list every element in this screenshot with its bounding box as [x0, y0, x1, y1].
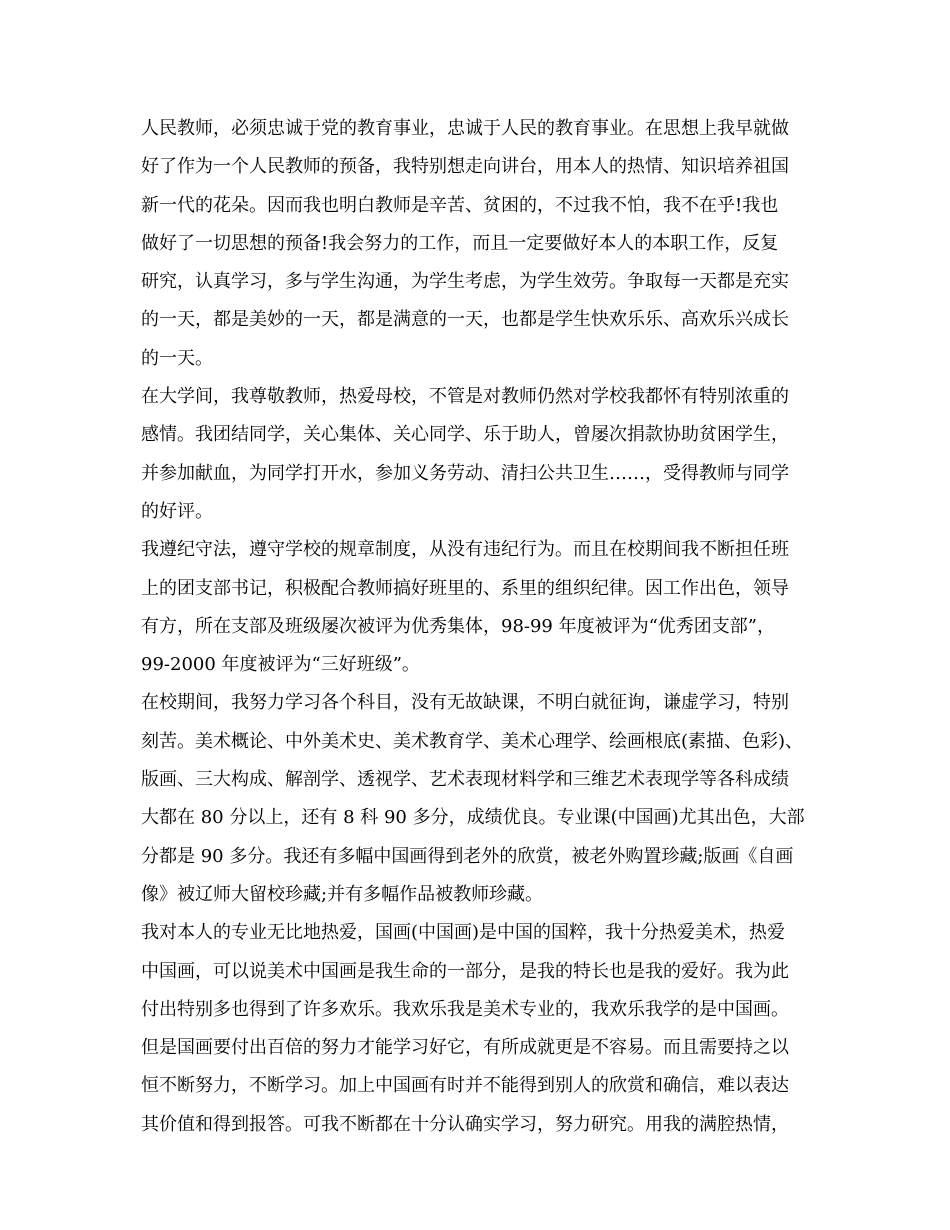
text-line: 好了作为一个人民教师的预备，我特别想走向讲台，用本人的热情、知识培养祖国 — [141, 156, 789, 178]
text-line: 恒不断努力，不断学习。加上中国画有时并不能得到别人的欣赏和确信，难以表达 — [141, 1075, 789, 1097]
text-line: 上的团支部书记，积极配合教师搞好班里的、系里的组织纪律。因工作出色，领导 — [141, 577, 789, 599]
text-line: 的一天。 — [141, 347, 213, 369]
text-line: 刻苦。美术概论、中外美术史、美术教育学、美术心理学、绘画根底(素描、色彩)、 — [141, 730, 804, 752]
text-line: 并参加献血，为同学打开水，参加义务劳动、清扫公共卫生……，受得教师与同学 — [141, 462, 789, 484]
text-line: 的一天，都是美妙的一天，都是满意的一天，也都是学生快欢乐乐、高欢乐兴成长 — [141, 309, 789, 331]
text-line: 大都在 80 分以上，还有 8 科 90 多分，成绩优良。专业课(中国画)尤其出色，大部 — [141, 807, 805, 829]
text-line: 研究，认真学习，多与学生沟通，为学生考虑，为学生效劳。争取每一天都是充实 — [141, 271, 789, 293]
text-line: 在校期间，我努力学习各个科目，没有无故缺课，不明白就征询，谦虚学习，特别 — [141, 692, 789, 714]
text-line: 其价值和得到报答。可我不断都在十分认确实学习，努力研究。用我的满腔热情， — [141, 1113, 789, 1135]
text-line: 人民教师，必须忠诚于党的教育事业，忠诚于人民的教育事业。在思想上我早就做 — [141, 118, 789, 139]
text-line: 付出特别多也得到了许多欢乐。我欢乐我是美术专业的，我欢乐我学的是中国画。 — [141, 998, 789, 1020]
document-body — [141, 110, 831, 1144]
text-line: 99-2000 年度被评为“三好班级”。 — [141, 654, 420, 676]
text-line: 新一代的花朵。因而我也明白教师是辛苦、贫困的，不过我不怕，我不在乎!我也 — [141, 194, 779, 216]
text-line: 但是国画要付出百倍的努力才能学习好它，有所成就更是不容易。而且需要持之以 — [141, 1037, 789, 1059]
text-line: 的好评。 — [141, 500, 213, 522]
text-line: 版画、三大构成、解剖学、透视学、艺术表现材料学和三维艺术表现学等各科成绩 — [141, 769, 789, 791]
text-line: 我对本人的专业无比地热爱，国画(中国画)是中国的国粹，我十分热爱美术，热爱 — [141, 922, 786, 944]
text-line: 有方，所在支部及班级屡次被评为优秀集体，98-99 年度被评为“优秀团支部”， — [141, 615, 776, 637]
text-line: 中国画，可以说美术中国画是我生命的一部分，是我的特长也是我的爱好。我为此 — [141, 960, 789, 982]
text-line: 感情。我团结同学，关心集体、关心同学、乐于助人，曾屡次捐款协助贫困学生， — [141, 424, 789, 446]
text-line: 分都是 90 多分。我还有多幅中国画得到老外的欣赏，被老外购置珍藏;版画《自画 — [141, 845, 794, 867]
text-line: 做好了一切思想的预备!我会努力的工作，而且一定要做好本人的本职工作，反复 — [141, 232, 779, 254]
text-line: 像》被辽师大留校珍藏;并有多幅作品被教师珍藏。 — [141, 883, 544, 905]
text-line: 我遵纪守法，遵守学校的规章制度，从没有违纪行为。而且在校期间我不断担任班 — [141, 539, 789, 561]
text-line: 在大学间，我尊敬教师，热爱母校，不管是对教师仍然对学校我都怀有特别浓重的 — [141, 386, 789, 408]
